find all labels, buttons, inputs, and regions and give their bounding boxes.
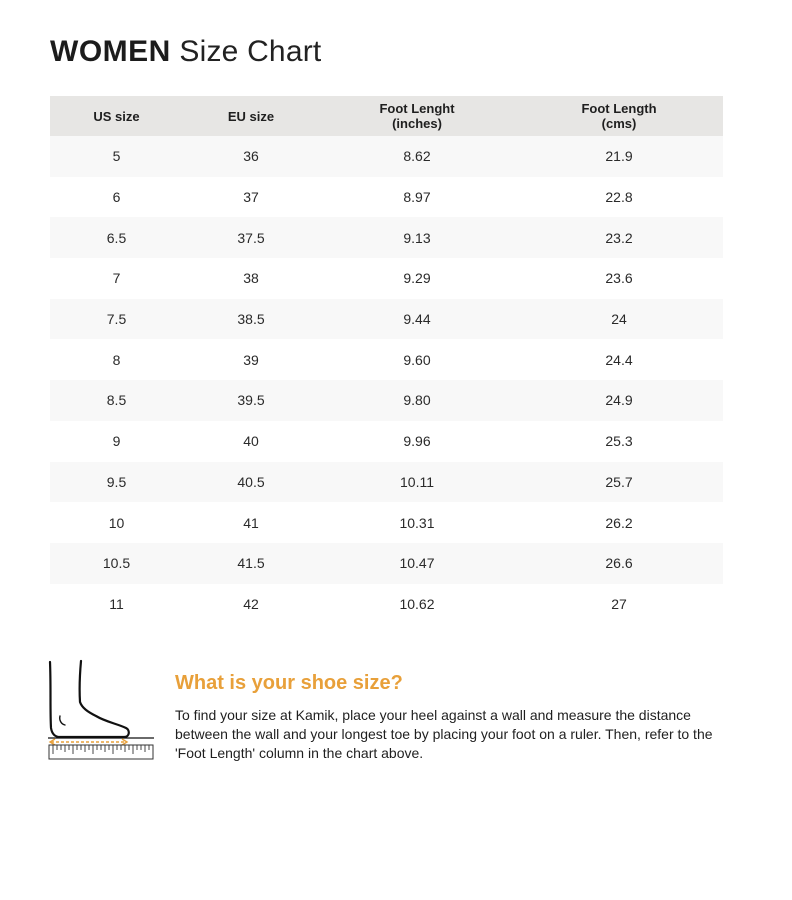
cell-us-size: 7 [50, 258, 183, 299]
cell-eu-size: 38.5 [183, 299, 319, 340]
cell-foot-length-cms: 27 [515, 584, 723, 625]
header-eu-size: EU size [183, 96, 319, 136]
cell-us-size: 6 [50, 177, 183, 218]
cell-foot-length-inches: 9.60 [319, 339, 515, 380]
table-row [50, 584, 723, 625]
header-us-size: US size [50, 96, 183, 136]
header-foot-length-cms: Foot Length (cms) [515, 96, 723, 136]
cell-foot-length-cms: 22.8 [515, 177, 723, 218]
cell-us-size: 6.5 [50, 217, 183, 258]
cell-us-size: 10.5 [50, 543, 183, 584]
cell-foot-length-cms: 24.9 [515, 380, 723, 421]
cell-us-size: 8 [50, 339, 183, 380]
table-row [50, 299, 723, 340]
cell-foot-length-inches: 10.62 [319, 584, 515, 625]
table-row [50, 339, 723, 380]
cell-eu-size: 39.5 [183, 380, 319, 421]
table-row [50, 380, 723, 421]
cell-us-size: 10 [50, 502, 183, 543]
cell-foot-length-cms: 21.9 [515, 136, 723, 177]
table-row [50, 177, 723, 218]
cell-us-size: 5 [50, 136, 183, 177]
cell-us-size: 8.5 [50, 380, 183, 421]
table-row [50, 462, 723, 503]
cell-eu-size: 40 [183, 421, 319, 462]
cell-us-size: 9.5 [50, 462, 183, 503]
cell-eu-size: 42 [183, 584, 319, 625]
cell-foot-length-cms: 25.3 [515, 421, 723, 462]
cell-eu-size: 38 [183, 258, 319, 299]
cell-foot-length-inches: 9.44 [319, 299, 515, 340]
cell-foot-length-cms: 24 [515, 299, 723, 340]
table-row [50, 136, 723, 177]
cell-foot-length-cms: 23.6 [515, 258, 723, 299]
cell-foot-length-cms: 24.4 [515, 339, 723, 380]
table-row [50, 543, 723, 584]
cell-foot-length-inches: 8.97 [319, 177, 515, 218]
cell-foot-length-inches: 9.80 [319, 380, 515, 421]
cell-foot-length-inches: 9.29 [319, 258, 515, 299]
cell-us-size: 7.5 [50, 299, 183, 340]
page-title-bold: WOMEN [50, 35, 171, 68]
table-row [50, 502, 723, 543]
cell-foot-length-cms: 23.2 [515, 217, 723, 258]
cell-eu-size: 37.5 [183, 217, 319, 258]
cell-us-size: 11 [50, 584, 183, 625]
cell-foot-length-cms: 26.6 [515, 543, 723, 584]
table-row [50, 258, 723, 299]
cell-us-size: 9 [50, 421, 183, 462]
cell-eu-size: 41 [183, 502, 319, 543]
cell-foot-length-inches: 10.31 [319, 502, 515, 543]
page-title [50, 34, 321, 70]
cell-eu-size: 40.5 [183, 462, 319, 503]
cell-eu-size: 39 [183, 339, 319, 380]
page-title-light: Size Chart [179, 35, 322, 68]
cell-eu-size: 37 [183, 177, 319, 218]
cell-foot-length-cms: 25.7 [515, 462, 723, 503]
cell-foot-length-inches: 8.62 [319, 136, 515, 177]
cell-eu-size: 36 [183, 136, 319, 177]
cell-foot-length-inches: 10.47 [319, 543, 515, 584]
header-foot-length-inches: Foot Lenght (inches) [319, 96, 515, 136]
cell-foot-length-inches: 9.13 [319, 217, 515, 258]
cell-foot-length-cms: 26.2 [515, 502, 723, 543]
table-row [50, 421, 723, 462]
shoe-size-heading: What is your shoe size? [175, 672, 403, 694]
table-header-row [50, 96, 723, 136]
cell-foot-length-inches: 9.96 [319, 421, 515, 462]
cell-foot-length-inches: 10.11 [319, 462, 515, 503]
foot-on-ruler-icon [46, 656, 156, 764]
table-row [50, 217, 723, 258]
cell-eu-size: 41.5 [183, 543, 319, 584]
shoe-size-instructions: To find your size at Kamik, place your heel against a wall and measure the distance between the wall and your longest toe by placing your foot on a ruler. Then, refer to the 'Foot Length' column in the chart above. [175, 707, 713, 761]
size-table [50, 96, 723, 624]
